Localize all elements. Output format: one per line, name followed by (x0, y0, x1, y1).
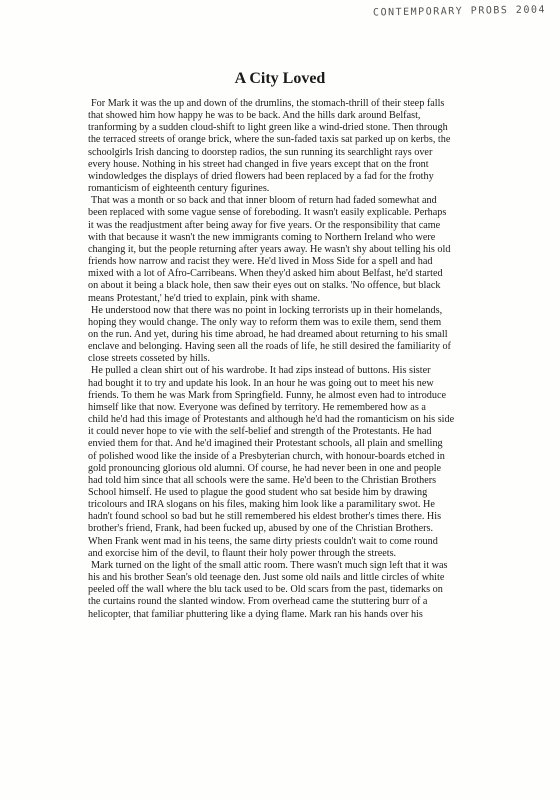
text-line: brother's friend, Frank, had been fucked up, abused by one of the Christian Brothers. (88, 523, 434, 535)
text-line: peeled off the wall where the blu tack used to be. Old scars from the past, tidemarks on (88, 584, 443, 596)
text-line: close streets cosseted by hills. (88, 353, 210, 365)
text-line: the curtains round the slanted window. From overhead came the stuttering burr of a (88, 596, 428, 608)
handwritten-annotation: CONTEMPORARY PROBS 2004 (372, 4, 547, 19)
text-line: been replaced with some vague sense of foreboding. It wasn't easily explicable. Perhaps (88, 207, 447, 219)
text-line: every house. Nothing in his street had changed in five years except that on the front (88, 158, 429, 170)
paragraph (88, 365, 490, 560)
text-line: schoolgirls Irish dancing to doorstep radios, the sun running its searchlight rays over (88, 146, 433, 158)
text-line: himself like that now. Everyone was defined by territory. He remembered how as a (88, 401, 426, 413)
text-line: it could never hope to vie with the self-belief and strength of the Protestants. He had (88, 426, 432, 438)
text-line: had bought it to try and update his look. In an hour he was going out to meet his new (88, 377, 434, 389)
text-line: it was the readjustment after being away for five years. Or the responsibility that came (88, 219, 441, 231)
text-line: For Mark it was the up and down of the drumlins, the stomach-thrill of their steep falls (91, 98, 445, 109)
text-line: romanticism of eighteenth century figurines. (88, 183, 270, 195)
text-line: means Protestant,' he'd tried to explain, pink with shame. (88, 292, 320, 304)
text-line: child he'd had this image of Protestants and although he'd had the romanticism on his side (88, 414, 455, 426)
text-line: his and his brother Sean's old teenage den. Just some old nails and little circles of white (88, 572, 445, 584)
text-line: He understood now that there was no point in locking terrorists up in their homelands, (91, 304, 443, 316)
text-line: friends. To them he was Mark from Springfield. Funny, he almost even had to introduce (88, 389, 447, 401)
text-line: with that because it wasn't the new immigrants coming to Northern Ireland who were (88, 231, 436, 243)
text-line: envied them for that. And he'd imagined their Protestant schools, all plain and smelling (88, 438, 443, 450)
paragraph (88, 560, 490, 621)
paragraph (88, 195, 490, 304)
text-line: of polished wood like the inside of a Presbyterian church, with honour-boards etched in (88, 450, 445, 462)
text-line: Mark turned on the light of the small attic room. There wasn't much sign left that it was (91, 559, 448, 571)
paragraph (88, 305, 490, 366)
text-line: gold pronouncing glorious old alumni. Of course, he had never been in one and people (88, 462, 442, 474)
text-line: friends how narrow and racist they were. He'd lived in Moss Side for a spell and had (88, 256, 433, 268)
text-line: When Frank went mad in his teens, the same dirty priests couldn't wait to come round (88, 535, 438, 547)
text-line: windowledges the displays of dried flowers had been replaced by a fad for the frothy (88, 170, 434, 182)
text-line: enclave and belonging. Having seen all the roads of life, he still desired the familiarity of (88, 341, 451, 353)
text-line: School himself. He used to plague the good student who sat beside him by drawing (88, 487, 428, 498)
text-line: hoping they would change. The only way to reform them was to exile them, send them (88, 316, 442, 328)
text-line: changing it, but the people returning after years away. He wasn't shy about telling his old (88, 243, 451, 255)
text-line: that showed him how happy he was to be back. And the hills dark around Belfast, (88, 110, 421, 122)
text-line: He pulled a clean shirt out of his wardrobe. It had zips instead of buttons. His sister (91, 365, 431, 377)
text-line: had told him since that all schools were the same. He'd been to the Christian Brothers (88, 474, 437, 486)
text-line: That was a month or so back and that inner bloom of return had faded somewhat and (91, 195, 437, 207)
text-line: tranforming by a sudden cloud-shift to light green like a wind-dried stone. Then through (88, 122, 448, 134)
page-title: A City Loved (234, 70, 326, 87)
text-line: helicopter, that familiar phuttering like a dying flame. Mark ran his hands over his (88, 608, 423, 620)
text-line: hadn't found school so bad but he still remembered his eldest brother's times there. His (88, 511, 442, 523)
text-line: tricolours and IRA slogans on his files, making him look like a paramilitary swot. He (88, 499, 435, 511)
paragraph (88, 98, 490, 195)
text-line: and exorcise him of the devil, to flaunt their holy power through the streets. (88, 547, 397, 559)
text-line: mixed with a lot of Afro-Carribeans. When they'd asked him about Belfast, he'd started (88, 268, 443, 280)
text-line: on the run. And yet, during his time abroad, he had dreamed about returning to his small (88, 328, 448, 340)
story-body (88, 98, 490, 621)
text-line: on about it being a black hole, then saw their eyes out on stalks. 'No offence, but black (88, 280, 441, 292)
text-line: the terraced streets of orange brick, where the sun-faded taxis sat parked up on kerbs, the (88, 134, 451, 146)
